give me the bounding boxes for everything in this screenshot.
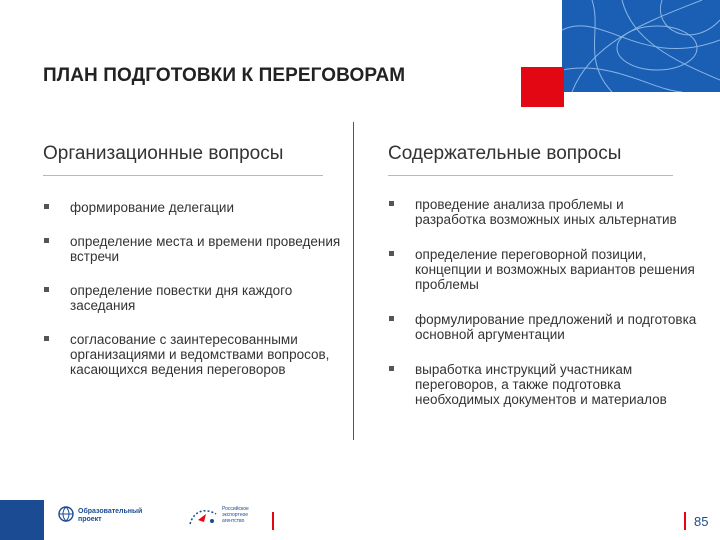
list-item: проведение анализа проблемы и разработка возможных иных альтернатив: [388, 197, 698, 227]
partner-logo-label: Российское экспортное агентство: [222, 506, 249, 524]
list-item: формулирование предложений и подготовка основной аргументации: [388, 312, 698, 342]
globe-icon: [58, 506, 74, 522]
right-items-list: [388, 197, 698, 427]
list-item: определение повестки дня каждого заседания: [43, 283, 343, 313]
slide-title: ПЛАН ПОДГОТОВКИ К ПЕРЕГОВОРАМ: [43, 65, 406, 86]
list-item: выработка инструкций участникам переговоров, а также подготовка необходимых документов и материалов: [388, 362, 698, 407]
footer-blue-block: [0, 500, 44, 540]
bullet-icon: [44, 238, 49, 243]
left-heading-rule: [43, 175, 323, 176]
footer-logo-label: Образовательный проект: [78, 508, 143, 523]
footer-separator: [272, 512, 274, 530]
bullet-icon: [44, 287, 49, 292]
bullet-icon: [389, 251, 394, 256]
column-divider: [353, 122, 354, 440]
page-number: 85: [694, 514, 709, 529]
bullet-icon: [389, 201, 394, 206]
list-item: согласование с заинтересованными организациями и ведомствами вопросов, касающихся ведения переговоров: [43, 332, 343, 377]
bullet-icon: [389, 316, 394, 321]
bullet-icon: [44, 336, 49, 341]
bullet-icon: [44, 204, 49, 209]
bullet-icon: [389, 366, 394, 371]
list-item: определение переговорной позиции, концепции и возможных вариантов решения проблемы: [388, 247, 698, 292]
partner-logo-icon: [186, 506, 220, 528]
list-item: определение места и времени проведения встречи: [43, 234, 343, 264]
list-item: формирование делегации: [43, 200, 343, 215]
page-number-marker: [684, 512, 686, 530]
right-heading-rule: [388, 175, 673, 176]
corner-decoration: [562, 0, 720, 92]
left-items-list: [43, 200, 343, 396]
accent-square: [521, 67, 564, 107]
left-column-heading: Организационные вопросы: [43, 143, 284, 164]
right-column-heading: Содержательные вопросы: [388, 143, 622, 164]
